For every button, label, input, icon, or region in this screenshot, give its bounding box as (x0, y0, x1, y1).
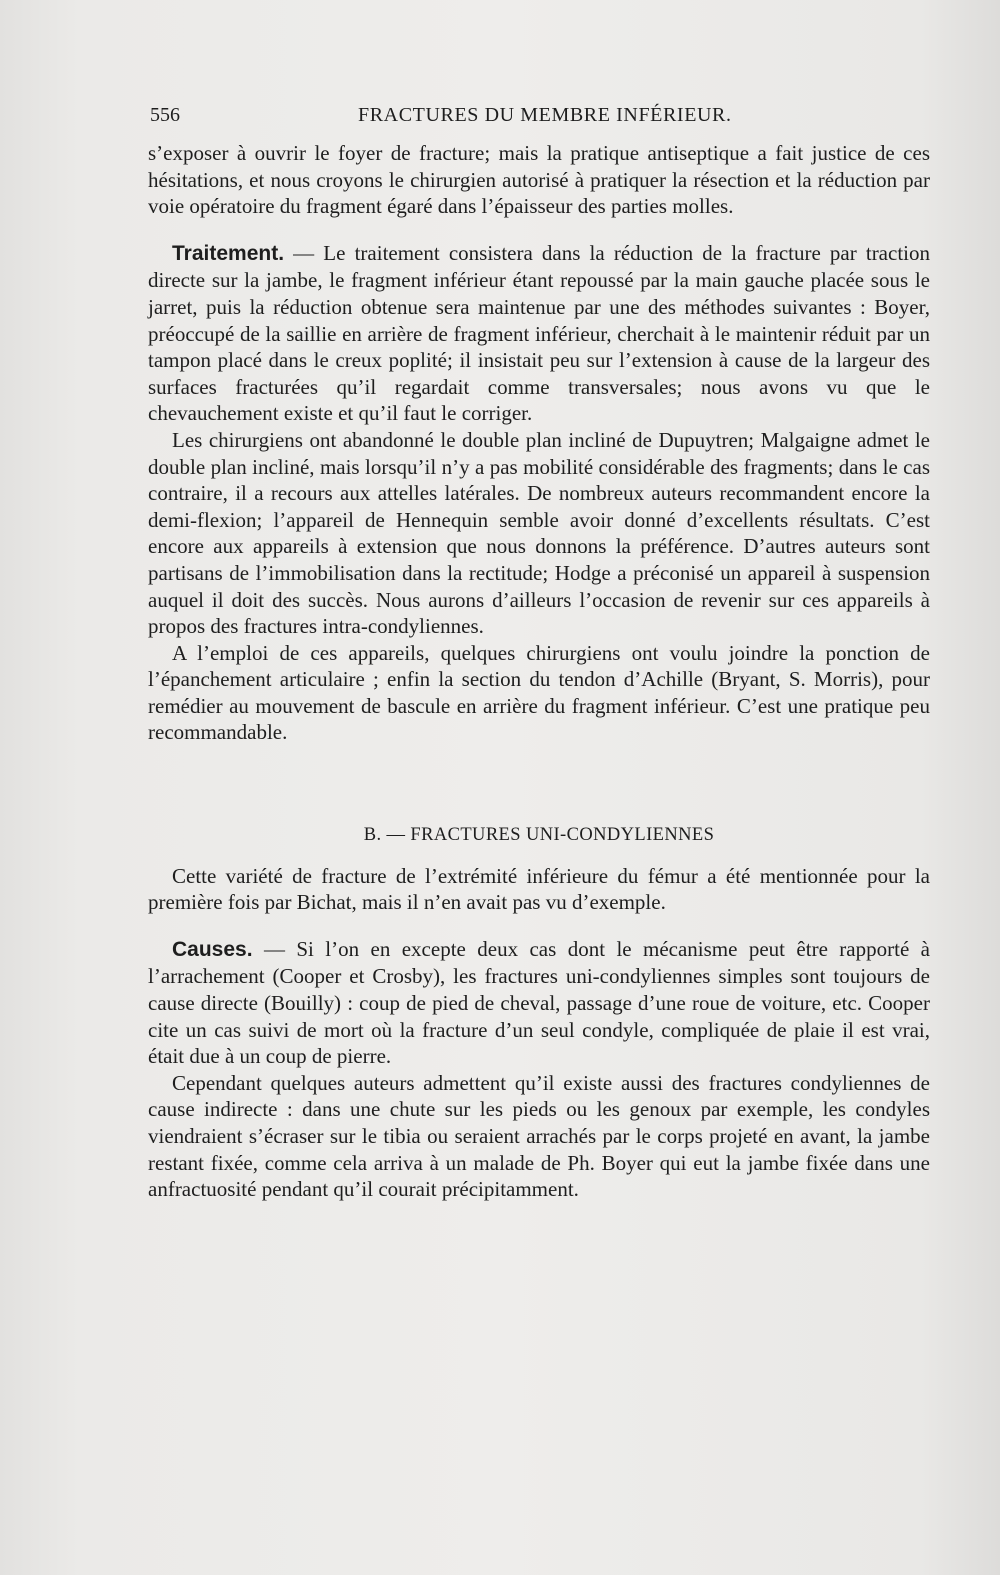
body-text (148, 140, 930, 1203)
paragraph-continuation: s’exposer à ouvrir le foyer de fracture; mais la pratique antiseptique a fait justice de ces hésitations, et nous croyons le chirurgien autorisé à pratiquer la résection et la réduction par voie opératoire du fragment égaré dans l’épaisseur des parties molles. (148, 141, 930, 219)
paragraph-causes (148, 936, 930, 1070)
paragraph-traitement (148, 240, 930, 427)
heading-causes: Causes. (172, 937, 253, 961)
paragraph-intro: Cette variété de fracture de l’extrémité inférieure du fémur a été mentionnée pour la première fois par Bichat, mais il n’en avait pas vu d’exemple. (148, 863, 930, 915)
paragraph-cause-indirecte: Cependant quelques auteurs admettent qu’il existe aussi des fractures condyliennes de cause indirecte : dans une chute sur les pieds ou les genoux par exemple, les condyles viendraient s’écraser sur le tibia ou seraient arrachés par le corps projeté en avant, la jambe restant fixée, comme cela arriva à un malade de Ph. Boyer qui eut la jambe fixée dans une anfractuosité pendant qu’il courait précipitamment. (148, 1070, 930, 1202)
paragraph-traitement-text: — Le traitement consistera dans la réduction de la fracture par traction directe sur la jambe, le fragment inférieur étant repoussé par la main gauche placée sous le jarret, puis la réduction obtenue sera maintenue par une des méthodes suivantes : Boyer, préoccupé de la saillie en arrière de fragment inférieur, cherchait à le maintenir réduit par un tampon placé dans le creux poplité; il insistait peu sur l’extension à cause de la largeur des surfaces fracturées qu’il regardait comme transversales; nous avons vu que le chevauchement existe et qu’il faut le corriger. (148, 240, 930, 426)
running-title: FRACTURES DU MEMBRE INFÉRIEUR. (358, 104, 732, 126)
page-number: 556 (150, 104, 180, 126)
page-header (150, 104, 930, 132)
section-title: B. — FRACTURES UNI-CONDYLIENNES (363, 825, 715, 846)
heading-traitement: Traitement. (172, 241, 285, 265)
paragraph-causes-text: — Si l’on en excepte deux cas dont le mécanisme peut être rapporté à l’arrachement (Cooper et Crosby), les fractures uni-condyliennes simples sont toujours de cause directe (Bouilly) : coup de pied de cheval, passage d’une roue de voiture, etc. Cooper cite un cas suivi de mort où la fracture d’un seul condyle, compliquée de plaie il est vrai, était due à un coup de pierre. (148, 936, 930, 1069)
paragraph-ponction: A l’emploi de ces appareils, quelques chirurgiens ont voulu joindre la ponction de l’épanchement articulaire ; enfin la section du tendon d’Achille (Bryant, S. Morris), pour remédier au mouvement de bascule en arrière du fragment inférieur. C’est une pratique peu recommandable. (148, 640, 930, 745)
paragraph-appareils: Les chirurgiens ont abandonné le double plan incliné de Dupuytren; Malgaigne admet le double plan incliné, mais lorsqu’il n’y a pas mobilité considérable des fragments; dans le cas contraire, il a recours aux attelles latérales. De nombreux auteurs recommandent encore la demi-flexion; l’appareil de Hennequin semble avoir donné d’excellents résultats. C’est encore aux appareils à extension que nous donnons la préférence. D’autres auteurs sont partisans de l’immobilisation dans la rectitude; Hodge a préconisé un appareil à suspension auquel il doit des succès. Nous aurons d’ailleurs l’occasion de revenir sur ces appareils à propos des fractures intra-condyliennes. (148, 427, 930, 639)
